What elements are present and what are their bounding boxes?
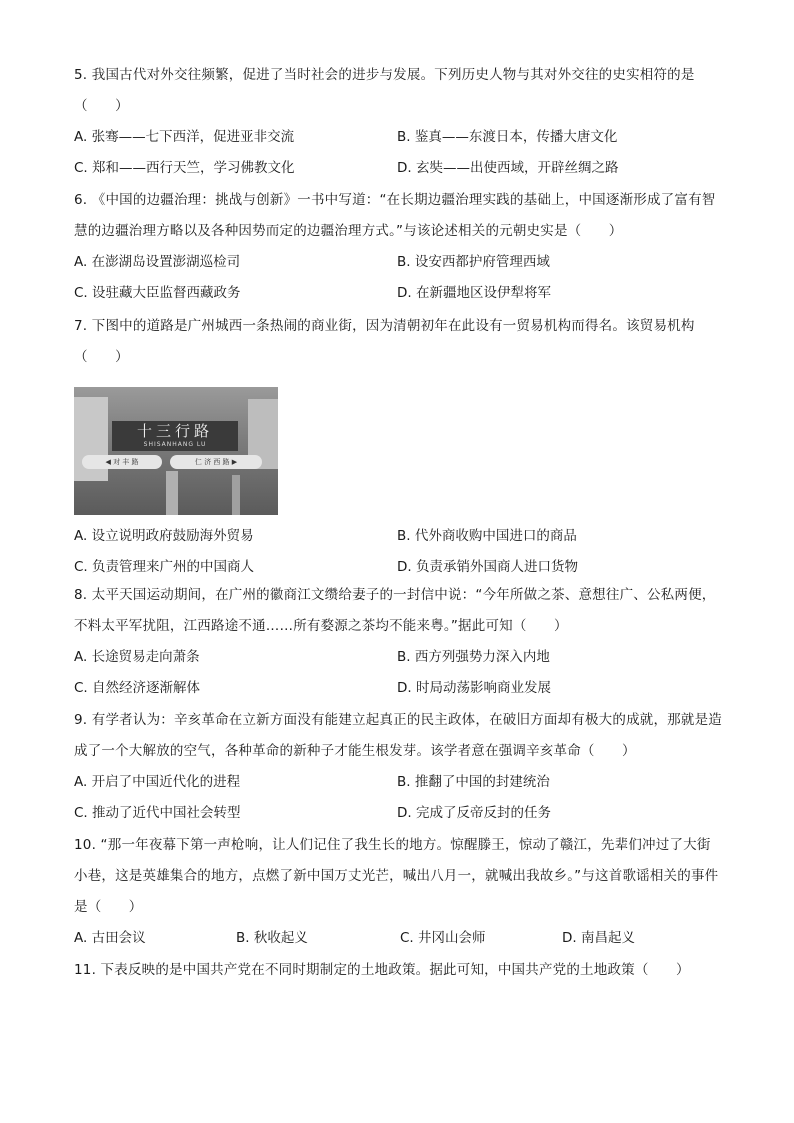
direction-sign-left: ◀ 对 丰 路 [82,455,162,469]
question-11 [74,955,724,986]
options-grid [74,122,724,184]
option-d[interactable]: D. 负责承销外国商人进口货物 [397,559,578,575]
question-9 [74,705,724,829]
question-5 [74,60,724,184]
option-c[interactable]: C. 自然经济逐渐解体 [74,680,201,696]
question-stem: 5. 我国古代对外交往频繁，促进了当时社会的进步与发展。下列历史人物与其对外交往的史实相符的是（ ） [74,67,695,114]
option-c[interactable]: C. 郑和——西行天竺，学习佛教文化 [74,160,295,176]
sign-title: 十三行路 [136,422,213,440]
option-c[interactable]: C. 推动了近代中国社会转型 [74,805,241,821]
options-grid [74,642,724,704]
option-d[interactable]: D. 时局动荡影响商业发展 [397,680,551,696]
question-stem: 9. 有学者认为：辛亥革命在立新方面没有能建立起真正的民主政体，在破旧方面却有极大的成就，那就是造成了一个大解放的空气，各种革命的新种子才能生根发芽。该学者意在强调辛亥革命（ ） [74,712,722,759]
question-stem: 7. 下图中的道路是广州城西一条热闹的商业街，因为清朝初年在此设有一贸易机构而得名。该贸易机构（ ） [74,318,695,365]
question-stem: 10. “那一年夜幕下第一声枪响，让人们记住了我生长的地方。惊醒滕王，惊动了赣江，先辈们冲过了大街小巷，这是英雄集合的地方，点燃了新中国万丈光芒，喊出八月一，就喊出我故乡。”与这首歌谣相关的事件是（ ） [74,837,719,915]
option-a[interactable]: A. 设立说明政府鼓励海外贸易 [74,528,254,544]
option-c[interactable]: C. 设驻藏大臣监督西藏政务 [74,285,241,301]
option-b[interactable]: B. 推翻了中国的封建统治 [397,774,550,790]
question-stem: 11. 下表反映的是中国共产党在不同时期制定的土地政策。据此可知，中国共产党的土地政策（ ） [74,962,690,978]
option-b[interactable]: B. 秋收起义 [236,930,308,946]
street-sign-main [112,421,238,451]
question-7 [74,311,724,583]
option-b[interactable]: B. 设安西都护府管理西域 [397,254,550,270]
sign-pinyin: SHISANHANG LU [143,441,207,448]
options-grid [74,521,724,583]
option-a[interactable]: A. 开启了中国近代化的进程 [74,774,241,790]
question-6 [74,185,724,309]
sign-pole [166,471,178,515]
option-c[interactable]: C. 井冈山会师 [400,930,486,946]
street-sign-photo [74,387,278,515]
option-a[interactable]: A. 古田会议 [74,930,146,946]
direction-sign-right: 仁 济 西 路 ▶ [170,455,262,469]
option-d[interactable]: D. 在新疆地区设伊犁将军 [397,285,551,301]
option-d[interactable]: D. 完成了反帝反封的任务 [397,805,551,821]
option-b[interactable]: B. 鉴真——东渡日本，传播大唐文化 [397,129,618,145]
options-grid [74,247,724,309]
option-b[interactable]: B. 代外商收购中国进口的商品 [397,528,577,544]
question-10 [74,830,724,954]
option-d[interactable]: D. 南昌起义 [562,930,635,946]
option-a[interactable]: A. 在澎湖岛设置澎湖巡检司 [74,254,241,270]
question-stem: 8. 太平天国运动期间，在广州的徽商江文缵给妻子的一封信中说：“今年所做之茶、意想往广、公私两便，不料太平军扰阻，江西路途不通……所有婺源之茶均不能来粤。”据此可知（ ） [74,587,716,634]
question-stem: 6. 《中国的边疆治理：挑战与创新》一书中写道：“在长期边疆治理实践的基础上，中国逐渐形成了富有智慧的边疆治理方略以及各种因势而定的边疆治理方式。”与该论述相关的元朝史实是（ ） [74,192,716,239]
option-b[interactable]: B. 西方列强势力深入内地 [397,649,550,665]
sign-pole-secondary [232,475,240,515]
options-grid [74,923,724,954]
option-a[interactable]: A. 长途贸易走向萧条 [74,649,200,665]
option-d[interactable]: D. 玄奘——出使西域，开辟丝绸之路 [397,160,619,176]
question-8 [74,580,724,704]
option-c[interactable]: C. 负责管理来广州的中国商人 [74,559,255,575]
options-grid [74,767,724,829]
option-a[interactable]: A. 张骞——七下西洋，促进亚非交流 [74,129,295,145]
